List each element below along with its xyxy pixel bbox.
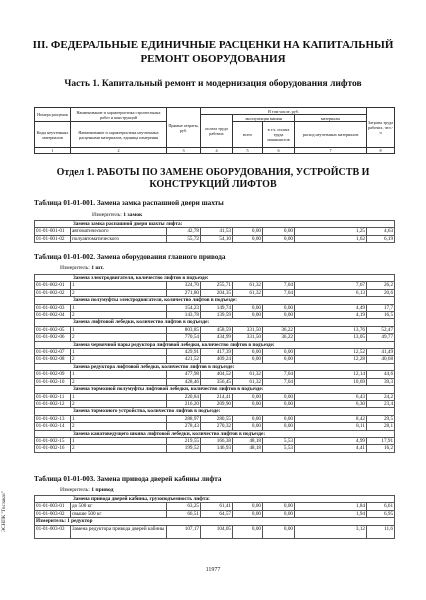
rate-name: 2 <box>71 400 167 407</box>
rate-code: 01-01-001-01 <box>35 228 71 235</box>
value-cell: 36,22 <box>263 334 295 341</box>
value-cell: 0,00 <box>263 312 295 319</box>
value-cell: 41,53 <box>201 228 233 235</box>
rate-name: 1 <box>71 415 167 422</box>
value-cell: 20,6 <box>367 289 395 296</box>
value-cell: 48,18 <box>233 437 263 444</box>
value-cell: 104,05 <box>201 525 233 538</box>
group-label: Замена электродвигателя, количество лифтов в подъезде: <box>35 275 395 282</box>
group-label: Замена лифтовой лебедки, количество лифтов в подъезде: <box>35 319 395 326</box>
value-cell: 0,00 <box>263 525 295 538</box>
group-label: Замена привода дверей кабины, грузоподъемность лифта: <box>35 496 395 503</box>
value-cell: 61,32 <box>233 378 263 385</box>
value-cell: 7,67 <box>295 282 367 289</box>
value-cell: 7,04 <box>263 282 295 289</box>
value-cell: 66,51 <box>167 510 201 517</box>
table-row <box>35 503 395 510</box>
table-row <box>35 437 395 444</box>
rate-name: 2 <box>71 334 167 341</box>
value-cell: 0,00 <box>233 228 263 235</box>
rate-name: до 500 кг <box>71 503 167 510</box>
rate-name: 2 <box>71 423 167 430</box>
value-cell: 42,78 <box>167 228 201 235</box>
value-cell: 0,00 <box>233 312 263 319</box>
value-cell: 12,14 <box>295 371 367 378</box>
value-cell: 0,00 <box>233 349 263 356</box>
value-cell: 199,52 <box>167 445 201 452</box>
rate-name: полуавтоматического <box>71 235 167 242</box>
value-cell: 6,95 <box>367 510 395 517</box>
value-cell: 0,00 <box>263 393 295 400</box>
rate-name: 2 <box>71 356 167 363</box>
header-kody: Коды неучтенных материалов <box>35 122 71 148</box>
rate-code: 01-01-002-16 <box>35 445 71 452</box>
rate-name: 2 <box>71 378 167 385</box>
table-2-title: Таблица 01-01-002. Замена оборудования главного привода <box>34 253 226 261</box>
value-cell: 7,04 <box>263 378 295 385</box>
rate-name: 1 <box>71 304 167 311</box>
value-cell: 4,19 <box>295 312 367 319</box>
rate-code: 01-01-003-01 <box>35 503 71 510</box>
group-label: Замена замка распашной двери шахты лифта: <box>35 221 395 228</box>
header-pryamye: Прямые затраты, руб. <box>167 108 201 148</box>
value-cell: 0,00 <box>233 503 263 510</box>
table-row <box>35 326 395 333</box>
group-row <box>35 363 395 370</box>
value-cell: 458,59 <box>201 326 233 333</box>
value-cell: 404,52 <box>201 371 233 378</box>
group-label: Замена червячной пары редуктора лифтовой лебедки, количество лифтов в подъезде: <box>35 341 395 348</box>
value-cell: 0,00 <box>263 228 295 235</box>
value-cell: 409,24 <box>201 356 233 363</box>
value-cell: 12,28 <box>295 356 367 363</box>
value-cell: 16,2 <box>367 445 395 452</box>
value-cell: 1,62 <box>295 235 367 242</box>
value-cell: 39,3 <box>367 378 395 385</box>
rate-code: 01-01-003-02 <box>35 510 71 517</box>
value-cell: 220,84 <box>167 393 201 400</box>
value-cell: 271,80 <box>167 289 201 296</box>
value-cell: 52,47 <box>367 326 395 333</box>
value-cell: 5,53 <box>263 445 295 452</box>
value-cell: 41,49 <box>367 349 395 356</box>
group-label: Измеритель: 1 редуктор <box>35 518 395 525</box>
value-cell: 8,11 <box>295 423 367 430</box>
rate-name: 2 <box>71 445 167 452</box>
column-header-table <box>34 107 395 154</box>
rate-name: 2 <box>71 289 167 296</box>
value-cell: 1,84 <box>295 503 367 510</box>
value-cell: 204,35 <box>201 289 233 296</box>
table-row <box>35 445 395 452</box>
group-label: Замена полумуфты электродвигателя, количество лифтов в подъезде: <box>35 297 395 304</box>
header-v-t-ch: в т.ч. оплата труда машинистов <box>263 122 295 148</box>
value-cell: 0,00 <box>233 510 263 517</box>
value-cell: 331,50 <box>233 334 263 341</box>
value-cell: 434,99 <box>201 334 233 341</box>
header-naim: Наименование и характеристика строительных работ и конструкций <box>71 108 167 122</box>
value-cell: 428,46 <box>167 378 201 385</box>
value-cell: 803,85 <box>167 326 201 333</box>
header-rashod: расход неучтенных материалов <box>295 122 367 148</box>
value-cell: 28,1 <box>367 423 395 430</box>
rate-code: 01-01-002-07 <box>35 349 71 356</box>
value-cell: 5,53 <box>263 437 295 444</box>
value-cell: 7,04 <box>263 289 295 296</box>
table-3 <box>34 495 395 539</box>
table-row <box>35 356 395 363</box>
value-cell: 278,43 <box>167 423 201 430</box>
table-row <box>35 349 395 356</box>
group-row <box>35 386 395 393</box>
table-row <box>35 282 395 289</box>
value-cell: 7,04 <box>263 371 295 378</box>
value-cell: 270,32 <box>201 423 233 430</box>
rate-code: 01-01-003-03 <box>35 525 71 538</box>
value-cell: 6,19 <box>367 235 395 242</box>
value-cell: 61,32 <box>233 371 263 378</box>
group-label: Замена тормозной полумуфты лифтовой лебедки, количество лифтов в подъезде: <box>35 386 395 393</box>
header-mater: материалы <box>295 115 367 122</box>
rate-code: 01-01-002-11 <box>35 393 71 400</box>
header-v-tom: В том числе, руб. <box>201 108 367 115</box>
rate-name: 1 <box>71 437 167 444</box>
table-row <box>35 312 395 319</box>
document-title: III. ФЕДЕРАЛЬНЫЕ ЕДИНИЧНЫЕ РАСЦЕНКИ НА КАПИТАЛЬНЫЙ РЕМОНТ ОБОРУДОВАНИЯ <box>32 39 394 65</box>
table-row <box>35 525 395 538</box>
value-cell: 54,10 <box>201 235 233 242</box>
value-cell: 40,68 <box>367 356 395 363</box>
table-row <box>35 393 395 400</box>
value-cell: 0,00 <box>263 349 295 356</box>
value-cell: 3,12 <box>295 525 367 538</box>
rate-code: 01-01-002-09 <box>35 371 71 378</box>
rate-name: 2 <box>71 312 167 319</box>
value-cell: 288,97 <box>167 415 201 422</box>
value-cell: 10,69 <box>295 378 367 385</box>
value-cell: 0,00 <box>263 510 295 517</box>
value-cell: 13,76 <box>295 326 367 333</box>
rate-name: 1 <box>71 326 167 333</box>
rate-code: 01-01-002-15 <box>35 437 71 444</box>
value-cell: 48,18 <box>233 445 263 452</box>
rate-code: 01-01-002-05 <box>35 326 71 333</box>
header-zatraty: Затраты труда рабочих, чел.-ч <box>367 108 395 148</box>
table-2-unit: Измеритель: 1 шт. <box>60 265 104 271</box>
value-cell: 0,00 <box>233 356 263 363</box>
value-cell: 1,25 <box>295 228 367 235</box>
rate-code: 01-01-002-12 <box>35 400 71 407</box>
table-2 <box>34 274 395 453</box>
value-cell: 139,59 <box>201 312 233 319</box>
rate-code: 01-01-002-06 <box>35 334 71 341</box>
value-cell: 280,55 <box>201 415 233 422</box>
group-row <box>35 275 395 282</box>
value-cell: 0,00 <box>233 525 263 538</box>
value-cell: 324,70 <box>167 282 201 289</box>
value-cell: 356,45 <box>201 378 233 385</box>
value-cell: 61,32 <box>233 282 263 289</box>
table-row <box>35 378 395 385</box>
group-row <box>35 430 395 437</box>
table-row <box>35 423 395 430</box>
rate-code: 01-01-002-14 <box>35 423 71 430</box>
group-row <box>35 518 395 525</box>
value-cell: 6,13 <box>295 289 367 296</box>
value-cell: 64,57 <box>201 510 233 517</box>
value-cell: 0,00 <box>263 356 295 363</box>
value-cell: 0,00 <box>263 400 295 407</box>
header-oplata: оплата труда рабочих <box>201 115 233 148</box>
value-cell: 49,77 <box>367 334 395 341</box>
value-cell: 8,42 <box>295 415 367 422</box>
value-cell: 6,30 <box>295 400 367 407</box>
rate-name: 1 <box>71 393 167 400</box>
rate-code: 01-01-002-02 <box>35 289 71 296</box>
value-cell: 36,22 <box>263 326 295 333</box>
table-row <box>35 304 395 311</box>
group-row <box>35 297 395 304</box>
header-number-row: 1 2 3 4 5 6 7 8 <box>35 148 395 154</box>
header-nomer: Номера расценок <box>35 108 71 122</box>
rate-name: Замена редуктора привода дверей кабины <box>71 525 167 538</box>
value-cell: 4,49 <box>295 304 367 311</box>
value-cell: 216,20 <box>167 400 201 407</box>
value-cell: 214,41 <box>201 393 233 400</box>
value-cell: 0,00 <box>233 393 263 400</box>
value-cell: 0,00 <box>263 415 295 422</box>
rate-code: 01-01-002-04 <box>35 312 71 319</box>
rate-name: 1 <box>71 282 167 289</box>
group-label: Замена редуктора лифтовой лебедки, количество лифтов в подъезде: <box>35 363 395 370</box>
value-cell: 255,71 <box>201 282 233 289</box>
value-cell: 146,93 <box>201 445 233 452</box>
value-cell: 421,52 <box>167 356 201 363</box>
header-vsego: всего <box>233 122 263 148</box>
value-cell: 429,91 <box>167 349 201 356</box>
value-cell: 154,23 <box>167 304 201 311</box>
table-1 <box>34 220 395 243</box>
header-naim2: Наименование и характеристика неучтенных расценками материалов, единица измерения <box>71 122 167 148</box>
value-cell: 6,61 <box>367 503 395 510</box>
value-cell: 143,78 <box>167 312 201 319</box>
group-row <box>35 319 395 326</box>
value-cell: 4,63 <box>367 228 395 235</box>
value-cell: 149,74 <box>201 304 233 311</box>
table-row <box>35 400 395 407</box>
value-cell: 0,00 <box>233 415 263 422</box>
page-number: 11977 <box>205 567 221 573</box>
value-cell: 1,94 <box>295 510 367 517</box>
value-cell: 61,41 <box>201 503 233 510</box>
value-cell: 29,5 <box>367 415 395 422</box>
value-cell: 0,00 <box>263 503 295 510</box>
rate-name: автоматического <box>71 228 167 235</box>
value-cell: 166,38 <box>201 437 233 444</box>
value-cell: 477,98 <box>167 371 201 378</box>
value-cell: 12,52 <box>295 349 367 356</box>
table-3-unit: Измеритель: 1 привод <box>60 487 114 493</box>
value-cell: 16,5 <box>367 312 395 319</box>
table-1-unit: Измеритель: 1 замок <box>92 212 143 218</box>
rate-code: 01-01-002-01 <box>35 282 71 289</box>
value-cell: 17,7 <box>367 304 395 311</box>
value-cell: 61,32 <box>233 289 263 296</box>
value-cell: 0,00 <box>263 304 295 311</box>
value-cell: 209,90 <box>201 400 233 407</box>
value-cell: 0,00 <box>263 423 295 430</box>
group-label: Замена канатоведущего шкива лифтовой лебедки, количество лифтов в подъезде: <box>35 430 395 437</box>
value-cell: 13,05 <box>295 334 367 341</box>
group-label: Замена тормозного устройства, количество лифтов в подъезде: <box>35 408 395 415</box>
value-cell: 55,72 <box>167 235 201 242</box>
value-cell: 219,55 <box>167 437 201 444</box>
rate-name: свыше 500 кг <box>71 510 167 517</box>
value-cell: 0,00 <box>233 304 263 311</box>
value-cell: 0,00 <box>263 235 295 242</box>
value-cell: 17,91 <box>367 437 395 444</box>
table-3-title: Таблица 01-01-003. Замена привода дверей кабины лифта <box>34 475 222 483</box>
rate-code: 01-01-002-10 <box>35 378 71 385</box>
value-cell: 107,17 <box>167 525 201 538</box>
value-cell: 0,00 <box>233 423 263 430</box>
value-cell: 11,6 <box>367 525 395 538</box>
table-row <box>35 334 395 341</box>
table-row <box>35 371 395 378</box>
value-cell: 63,25 <box>167 503 201 510</box>
value-cell: 23,4 <box>367 400 395 407</box>
value-cell: 6,43 <box>295 393 367 400</box>
table-row <box>35 228 395 235</box>
rate-code: 01-01-002-03 <box>35 304 71 311</box>
table-row <box>35 510 395 517</box>
value-cell: 0,00 <box>233 235 263 242</box>
rate-name: 1 <box>71 349 167 356</box>
section-title: Отдел 1. РАБОТЫ ПО ЗАМЕНЕ ОБОРУДОВАНИЯ, УСТРОЙСТВ И КОНСТРУКЦИЙ ЛИФТОВ <box>56 167 370 190</box>
group-row <box>35 496 395 503</box>
group-row <box>35 408 395 415</box>
value-cell: 0,00 <box>233 400 263 407</box>
group-row <box>35 221 395 228</box>
table-row <box>35 235 395 242</box>
side-stamp: ЭСНПК "Госзаказ" <box>2 491 7 532</box>
part-title: Часть 1. Капитальный ремонт и модернизация оборудования лифтов <box>64 79 362 89</box>
rate-code: 01-01-002-08 <box>35 356 71 363</box>
value-cell: 26,2 <box>367 282 395 289</box>
value-cell: 4,99 <box>295 437 367 444</box>
value-cell: 24,2 <box>367 393 395 400</box>
header-ekspl: эксплуатация машин <box>233 115 295 122</box>
table-row <box>35 289 395 296</box>
value-cell: 4,41 <box>295 445 367 452</box>
value-cell: 770,54 <box>167 334 201 341</box>
rate-code: 01-01-002-13 <box>35 415 71 422</box>
table-row <box>35 415 395 422</box>
rate-code: 01-01-001-02 <box>35 235 71 242</box>
value-cell: 331,50 <box>233 326 263 333</box>
rate-name: 1 <box>71 371 167 378</box>
group-row <box>35 341 395 348</box>
table-1-title: Таблица 01-01-001. Замена замка распашной двери шахты <box>34 199 224 207</box>
value-cell: 44,6 <box>367 371 395 378</box>
value-cell: 417,39 <box>201 349 233 356</box>
